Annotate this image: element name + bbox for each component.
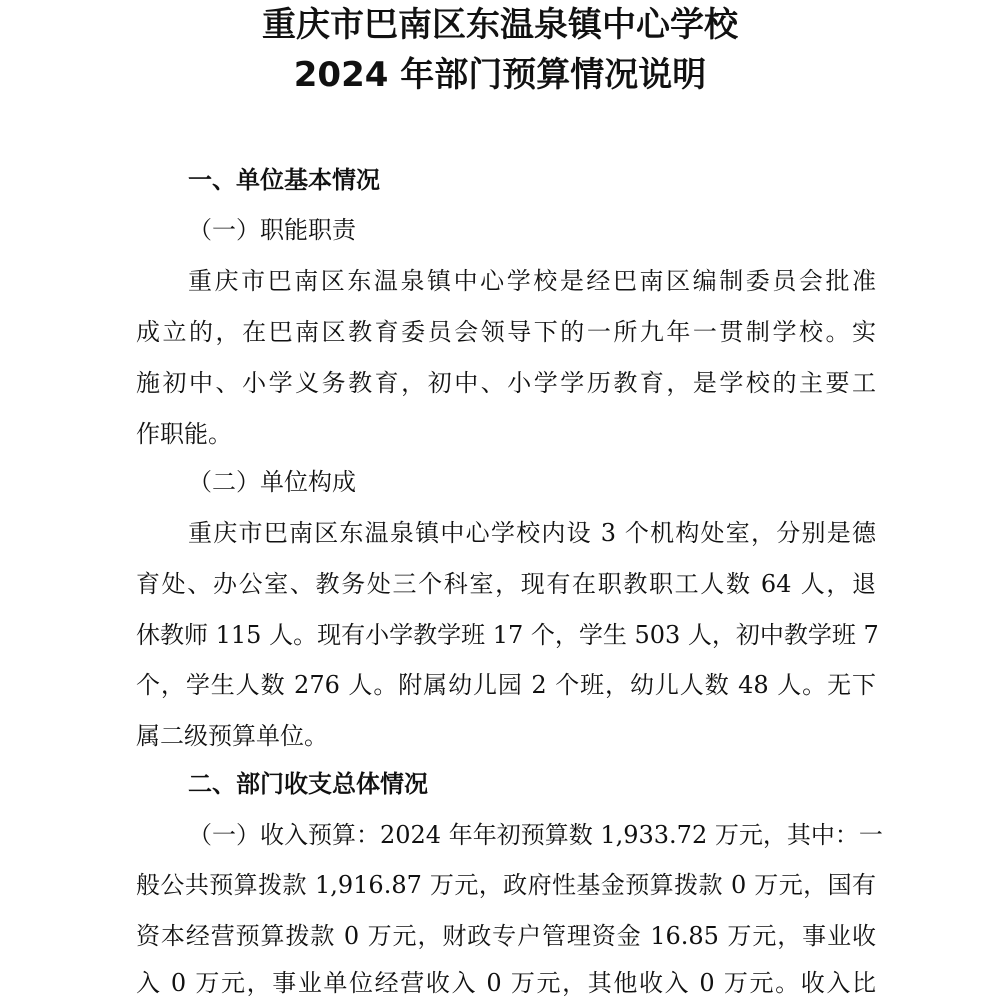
paragraph-line: 重庆市巴南区东温泉镇中心学校是经巴南区编制委员会批准 — [188, 267, 876, 295]
paragraph-line: 般公共预算拨款 1,916.87 万元，政府性基金预算拨款 0 万元，国有 — [136, 871, 876, 899]
paragraph-line: （一）收入预算：2024 年年初预算数 1,933.72 万元，其中：一 — [188, 821, 883, 849]
paragraph-line: 资本经营预算拨款 0 万元，财政专户管理资金 16.85 万元，事业收 — [136, 922, 876, 950]
paragraph-line: 休教师 115 人。现有小学教学班 17 个，学生 503 人，初中教学班 7 — [136, 621, 879, 649]
paragraph-line: 作职能。 — [136, 420, 232, 448]
paragraph-line: 个，学生人数 276 人。附属幼儿园 2 个班，幼儿人数 48 人。无下 — [136, 671, 876, 699]
subheading-functions: （一）职能职责 — [188, 216, 356, 244]
subheading-composition: （二）单位构成 — [188, 468, 356, 496]
paragraph-line: 成立的，在巴南区教育委员会领导下的一所九年一贯制学校。实 — [136, 318, 876, 346]
paragraph-line: 施初中、小学义务教育，初中、小学学历教育，是学校的主要工 — [136, 369, 876, 397]
paragraph-line: 重庆市巴南区东温泉镇中心学校内设 3 个机构处室，分别是德 — [188, 519, 876, 547]
section-heading-budget-overview: 二、部门收支总体情况 — [188, 770, 428, 798]
paragraph-line: 属二级预算单位。 — [136, 722, 328, 750]
paragraph-line: 入 0 万元，事业单位经营收入 0 万元，其他收入 0 万元。收入比 — [136, 969, 876, 997]
paragraph-line: 育处、办公室、教务处三个科室，现有在职教职工人数 64 人，退 — [136, 570, 876, 598]
section-heading-basic-info: 一、单位基本情况 — [188, 166, 380, 194]
document-title-line-1: 重庆市巴南区东温泉镇中心学校 — [262, 5, 738, 45]
document-title-line-2: 2024 年部门预算情况说明 — [293, 55, 707, 95]
